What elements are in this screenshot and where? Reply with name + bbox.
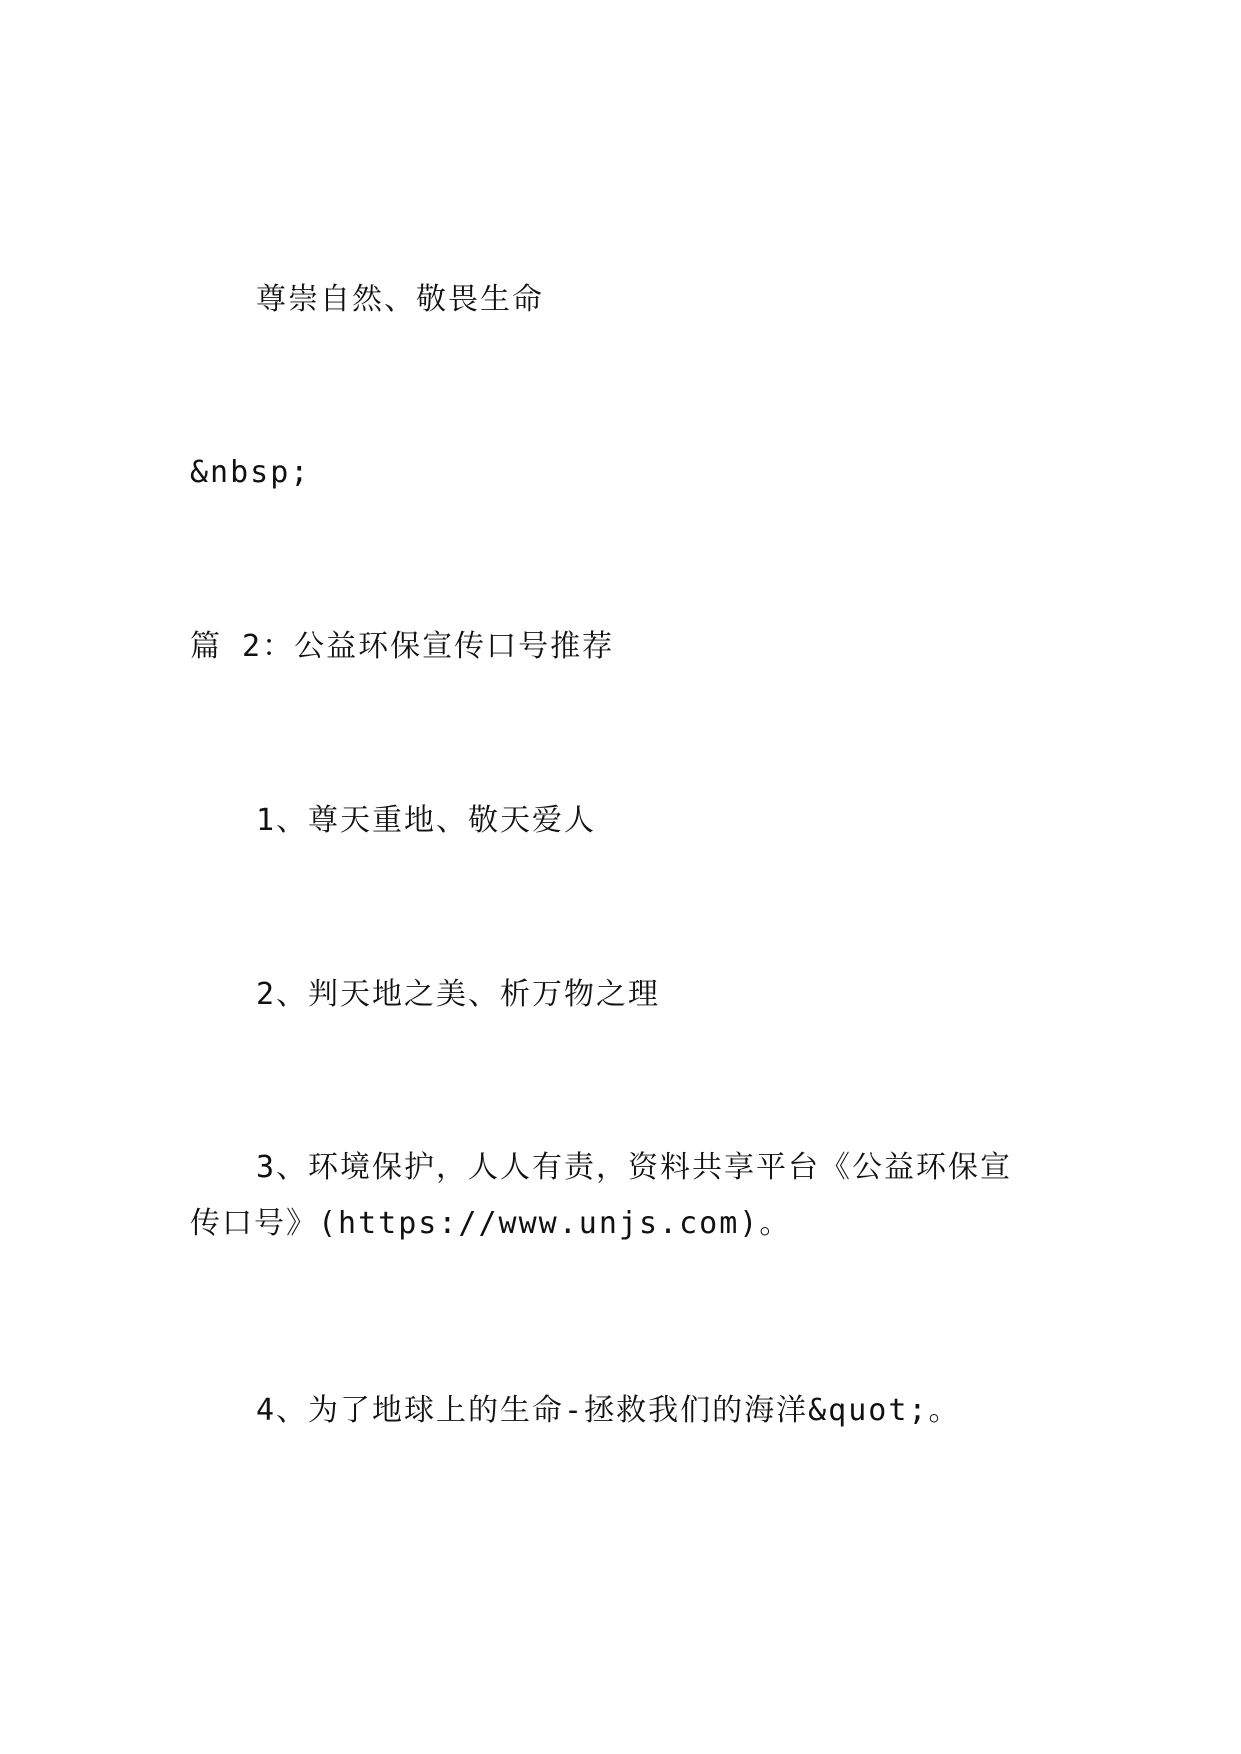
text-line: &nbsp; [190, 455, 311, 490]
list-item-line: 3、环境保护，人人有责，资料共享平台《公益环保宣 [256, 1150, 1013, 1185]
list-item: 4、为了地球上的生命-拯救我们的海洋&quot;。 [256, 1393, 961, 1428]
text-line: 尊崇自然、敬畏生命 [256, 282, 544, 317]
list-item: 1、尊天重地、敬天爱人 [256, 803, 597, 838]
list-item-line: 传口号》(https://www.unjs.com)。 [190, 1206, 792, 1241]
list-item [190, 1140, 1012, 1252]
list-item: 2、判天地之美、析万物之理 [256, 977, 661, 1012]
section-heading: 篇 2：公益环保宣传口号推荐 [190, 629, 615, 664]
